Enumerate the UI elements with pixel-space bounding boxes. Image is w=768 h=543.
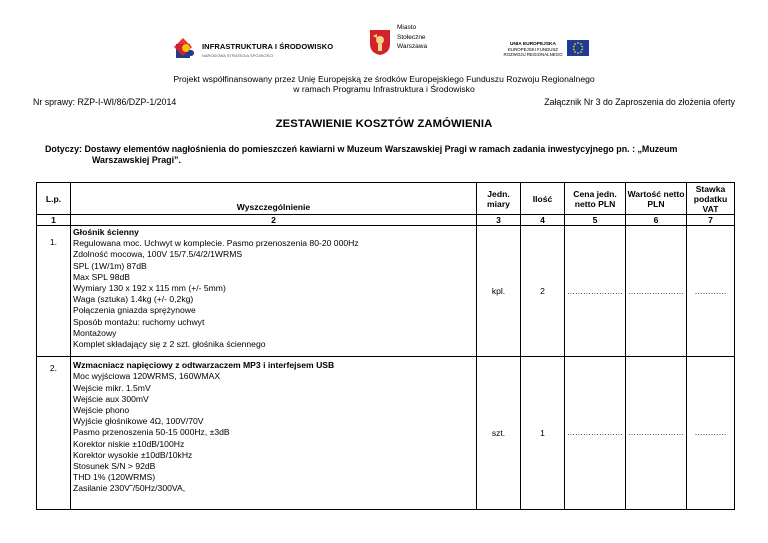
warszawa-logo (369, 22, 439, 68)
spec-line: Regulowana moc. Uchwyt w komplecie. Pasmo przenoszenia 80-20 000Hz (73, 238, 359, 249)
subject-line2: Warszawskiej Pragi”. (92, 155, 181, 165)
eu-logo-text (501, 41, 565, 58)
spec-line: Wejście mikr. 1.5mV (73, 382, 151, 393)
spec-line: Wymiary 130 x 192 x 115 mm (+/- 5mm) (73, 283, 226, 294)
column-number: 3 (477, 215, 521, 226)
warszawa-logo-line: Stołeczne (397, 33, 426, 41)
header-unit-price: Cena jedn. netto PLN (565, 183, 626, 215)
column-number: 6 (626, 215, 687, 226)
column-number: 7 (687, 215, 735, 226)
row-unit-price-field[interactable]: ………………… (565, 226, 626, 357)
spec-line: Stosunek S/N > 92dB (73, 461, 156, 472)
eu-logo-line2: EUROPEJSKI FUNDUSZ (507, 47, 558, 53)
infrastruktura-logo-name: INFRASTRUKTURA I ŚRODOWISKO (202, 42, 334, 51)
eu-flag-icon (567, 40, 589, 56)
table-header-row (37, 183, 735, 215)
row-description (71, 226, 477, 357)
spec-line: Sposób montażu: ruchomy uchwyt (73, 316, 205, 327)
attachment-label: Załącznik Nr 3 do Zaproszenia do złożenia oferty (544, 97, 735, 107)
spec-line: Komplet składający się z 2 szt. głośnika ściennego (73, 339, 266, 350)
row-title: Wzmacniacz napięciowy z odtwarzaczem MP3 i interfejsem USB (73, 360, 335, 371)
spec-line: Zasilanie 230V˜/50Hz/300VA, (73, 483, 186, 494)
spec-line: Moc wyjściowa 120WRMS, 160WMAX (73, 371, 221, 382)
header-vat: Stawka podatku VAT (687, 183, 735, 215)
row-unit-price-field[interactable]: ………………… (565, 357, 626, 509)
spec-line: Korektor wysokie ±10dB/10kHz (73, 449, 193, 460)
project-info-line2: w ramach Programu Infrastruktura i Środowisko (293, 84, 475, 94)
spec-line: Wejście phono (73, 405, 130, 416)
warszawa-logo-line: Warszawa (397, 43, 428, 50)
row-description (71, 357, 477, 509)
header-quantity: Ilość (521, 183, 565, 215)
infrastruktura-logo-sub: NARODOWA STRATEGIA SPÓJNOŚCI (202, 53, 274, 58)
row-title: Głośnik ścienny (73, 227, 139, 237)
table-row (37, 357, 735, 509)
row-vat-field[interactable]: ………… (687, 226, 735, 357)
spec-line: Montażowy (73, 327, 117, 338)
warszawa-logo-text (397, 23, 427, 52)
spec-line: Zdolność mocowa, 100V 15/7.5/4/2/1WRMS (73, 249, 243, 260)
spec-line: Max SPL 98dB (73, 271, 131, 282)
project-info-line1: Projekt współfinansowany przez Unię Europejską ze środków Europejskiego Funduszu Rozwoju Regionalnego (173, 74, 595, 84)
eu-logo-line1: UNIA EUROPEJSKA (510, 42, 556, 47)
spec-line: Korektor niskie ±10dB/100Hz (73, 438, 185, 449)
column-number: 5 (565, 215, 626, 226)
spec-line: Waga (sztuka) 1.4kg (+/- 0,2kg) (73, 294, 194, 305)
subject-paragraph (45, 144, 735, 166)
column-number-row (37, 215, 735, 226)
row-unit: kpl. (477, 226, 521, 357)
column-number: 4 (521, 215, 565, 226)
document-title: ZESTAWIENIE KOSZTÓW ZAMÓWIENIA (275, 118, 493, 130)
row-value-field[interactable]: ………………… (626, 357, 687, 509)
spec-line: SPL (1W/1m) 87dB (73, 260, 147, 271)
row-unit: szt. (477, 357, 521, 509)
table-row (37, 226, 735, 357)
header-unit: Jedn. miary (477, 183, 521, 215)
cost-table (36, 182, 735, 510)
column-number: 2 (71, 215, 477, 226)
row-quantity: 2 (521, 226, 565, 357)
spec-line: Połączenia gniazda sprężynowe (73, 305, 196, 316)
warszawa-logo-line: Miasto (397, 24, 417, 31)
eu-logo-line3: ROZWOJU REGIONALNEGO (503, 52, 563, 58)
spec-line: THD 1% (120WRMS) (73, 472, 156, 483)
case-number: Nr sprawy: RZP-I-WI/86/DZP-1/2014 (33, 97, 177, 107)
header-lp: L.p. (37, 183, 71, 215)
spec-line: Wejście aux 300mV (73, 393, 149, 404)
subject-line1: Dotyczy: Dostawy elementów nagłośnienia do pomieszczeń kawiarni w Muzeum Warszawskiej Pragi w ramach zadania inwestycyjnego pn. : „Muzeum (45, 144, 678, 154)
infrastruktura-emblem-icon (174, 38, 200, 62)
row-vat-field[interactable]: ………… (687, 357, 735, 509)
header-description: Wyszczególnienie (71, 183, 477, 215)
row-value-field[interactable]: ………………… (626, 226, 687, 357)
header-value: Wartość netto PLN (626, 183, 687, 215)
eu-logo (497, 37, 592, 63)
spec-line: Wyjście głośnikowe 4Ω, 100V/70V (73, 416, 204, 427)
row-quantity: 1 (521, 357, 565, 509)
row-lp: 2. (37, 357, 71, 509)
spec-line: Pasmo przenoszenia 50-15 000Hz, ±3dB (73, 427, 230, 438)
infrastruktura-logo (174, 38, 344, 62)
row-lp: 1. (37, 226, 71, 357)
column-number: 1 (37, 215, 71, 226)
warszawa-crest-icon (369, 28, 391, 56)
